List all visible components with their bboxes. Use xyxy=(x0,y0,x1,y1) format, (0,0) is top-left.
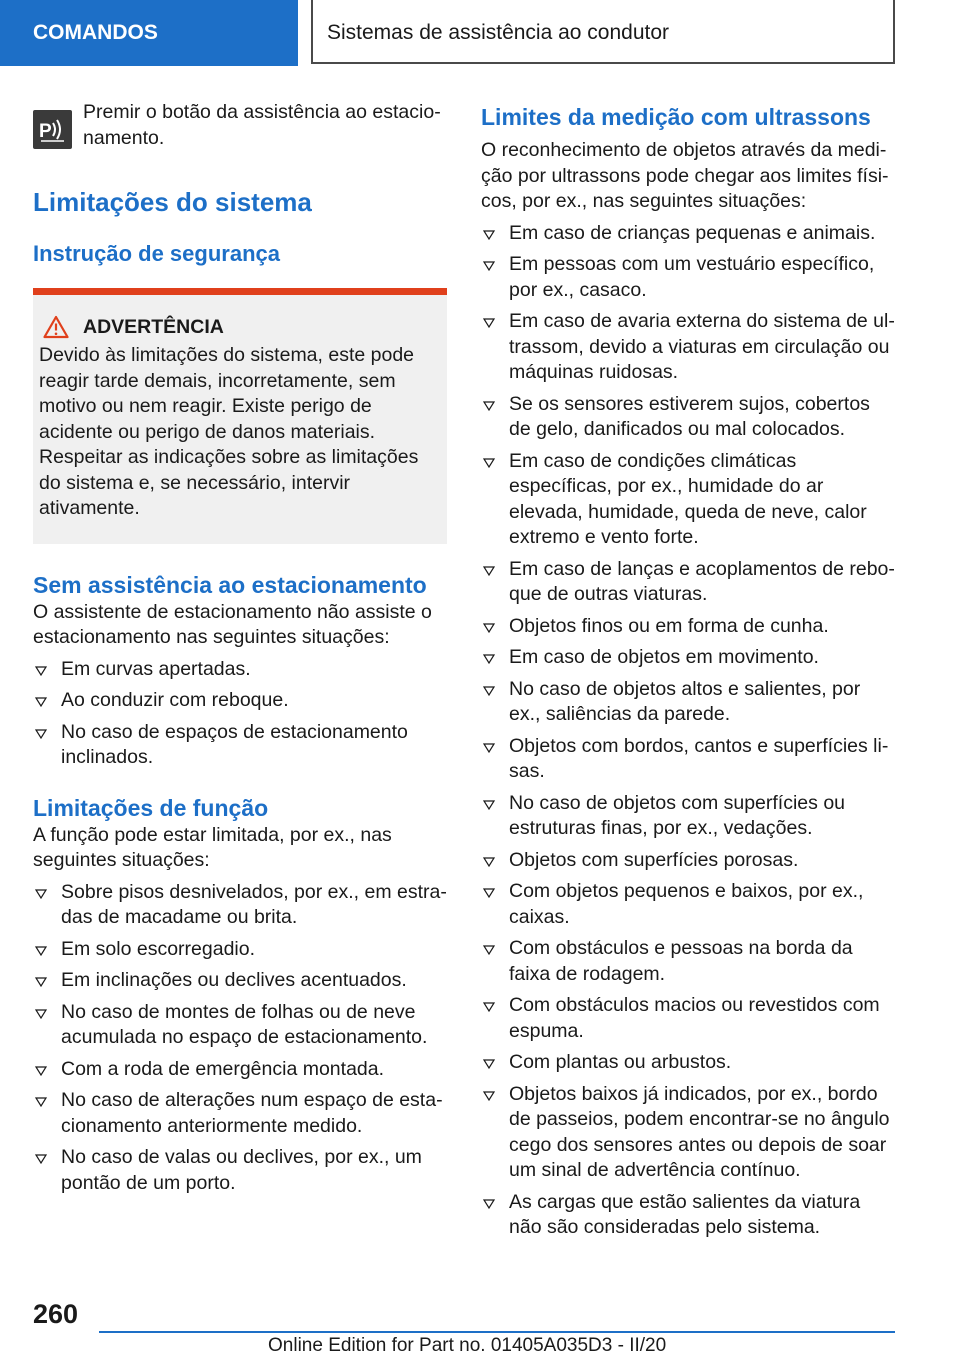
list-item: Em inclinações ou declives acentuados. xyxy=(33,968,447,994)
triangle-bullet-icon xyxy=(483,743,495,753)
list-item: Em pessoas com um vestuário específico, por ex., casaco. xyxy=(481,252,895,303)
park-assist-button-icon xyxy=(33,110,72,149)
list-item: Com objetos pequenos e baixos, por ex., caixas. xyxy=(481,879,895,930)
list-item: Em caso de condições climáticas específicas, por ex., humidade do ar elevada, humidade, queda de neve, calor extremo e vento forte. xyxy=(481,449,895,551)
list-item: Objetos com bordos, cantos e superfícies lisas. xyxy=(481,734,895,785)
function-limits-title: Limitações de função xyxy=(33,794,269,821)
triangle-bullet-icon xyxy=(483,566,495,576)
button-instruction xyxy=(33,100,447,151)
list-item: Com obstáculos e pessoas na borda da faixa de rodagem. xyxy=(481,936,895,987)
list-item: Com a roda de emergência montada. xyxy=(33,1057,447,1083)
triangle-bullet-icon xyxy=(35,977,47,987)
triangle-bullet-icon xyxy=(483,888,495,898)
list-item: Ao conduzir com reboque. xyxy=(33,688,447,714)
triangle-bullet-icon xyxy=(35,946,47,956)
list-item: As cargas que estão salientes da viatura não são consideradas pelo sistema. xyxy=(481,1190,895,1241)
list-item: Com obstáculos macios ou revestidos com espuma. xyxy=(481,993,895,1044)
list-item: No caso de alterações num espaço de estacionamento anteriormente medido. xyxy=(33,1088,447,1139)
list-item: No caso de valas ou declives, por ex., um pontão de um porto. xyxy=(33,1145,447,1196)
list-item: No caso de montes de folhas ou de neve acumulada no espaço de estacionamento. xyxy=(33,1000,447,1051)
list-item: Objetos finos ou em forma de cunha. xyxy=(481,614,895,640)
edition-text: Online Edition for Part no. 01405A035D3 - II/20 xyxy=(268,1335,667,1356)
triangle-bullet-icon xyxy=(35,1066,47,1076)
warning-box xyxy=(33,288,447,544)
triangle-bullet-icon xyxy=(483,1059,495,1069)
footer-divider xyxy=(99,1331,895,1333)
triangle-bullet-icon xyxy=(483,261,495,271)
triangle-bullet-icon xyxy=(483,1091,495,1101)
ultrasound-limits-list xyxy=(481,221,895,1241)
triangle-bullet-icon xyxy=(35,666,47,676)
triangle-bullet-icon xyxy=(483,945,495,955)
triangle-bullet-icon xyxy=(483,458,495,468)
triangle-bullet-icon xyxy=(483,623,495,633)
function-limits-list xyxy=(33,880,447,1197)
warning-heading xyxy=(43,313,439,341)
triangle-bullet-icon xyxy=(35,1097,47,1107)
function-limits-intro: A função pode estar limitada, por ex., nas seguintes situações: xyxy=(33,823,392,871)
page-number: 260 xyxy=(33,1299,79,1329)
no-assist-intro: O assistente de estacionamento não assiste o estacionamento nas seguintes situações: xyxy=(33,600,432,648)
triangle-bullet-icon xyxy=(483,1002,495,1012)
warning-title: ADVERTÊNCIA xyxy=(83,316,224,338)
ultrasound-limits-intro: O reconhecimento de objetos através da medição por ultrassons pode chegar aos limites físicos, por ex., nas seguintes situações: xyxy=(481,139,889,212)
list-item: Sobre pisos desnivelados, por ex., em estradas de macadame ou brita. xyxy=(33,880,447,931)
page-header xyxy=(0,0,960,66)
no-assist-title: Sem assistência ao estacionamento xyxy=(33,571,427,598)
svg-text:P: P xyxy=(39,121,52,142)
triangle-bullet-icon xyxy=(35,889,47,899)
safety-title: Instrução de segurança xyxy=(33,241,280,266)
list-item: Em caso de crianças pequenas e animais. xyxy=(481,221,895,247)
triangle-bullet-icon xyxy=(483,401,495,411)
triangle-bullet-icon xyxy=(483,1199,495,1209)
list-item: Se os sensores estiverem sujos, cobertos de gelo, danificados ou mal colocados. xyxy=(481,392,895,443)
list-item: No caso de espaços de estacionamento inclinados. xyxy=(33,720,447,771)
triangle-bullet-icon xyxy=(35,1154,47,1164)
right-column xyxy=(481,100,895,1241)
left-column xyxy=(33,100,447,1196)
triangle-bullet-icon xyxy=(483,654,495,664)
list-item: Em caso de avaria externa do sistema de ultrassom, devido a viaturas em circulação ou máquinas ruidosas. xyxy=(481,309,895,386)
triangle-bullet-icon xyxy=(483,857,495,867)
list-item: Objetos baixos já indicados, por ex., bordo de passeios, podem encontrar-se no ângulo cego dos sensores antes ou depois de soar um sinal de advertência contínuo. xyxy=(481,1082,895,1184)
button-instruction-text: Premir o botão da assistência ao estacionamento. xyxy=(83,101,441,149)
no-assist-list xyxy=(33,657,447,771)
warning-text: Devido às limitações do sistema, este pode reagir tarde demais, incorretamente, sem motivo ou nem reagir. Existe perigo de acidente ou perigo de danos materiais. Respeitar as indicações sobre as limitações do sistema e, se necessário, intervir ativamente. xyxy=(39,344,419,519)
warning-triangle-icon xyxy=(43,315,69,339)
triangle-bullet-icon xyxy=(483,686,495,696)
list-item: No caso de objetos altos e salientes, por ex., saliências da parede. xyxy=(481,677,895,728)
list-item: Em curvas apertadas. xyxy=(33,657,447,683)
chapter-title: Sistemas de assistência ao condutor xyxy=(311,0,895,64)
triangle-bullet-icon xyxy=(35,729,47,739)
section-title: Limitações do sistema xyxy=(33,187,312,217)
triangle-bullet-icon xyxy=(483,318,495,328)
list-item: Com plantas ou arbustos. xyxy=(481,1050,895,1076)
triangle-bullet-icon xyxy=(483,230,495,240)
ultrasound-limits-title: Limites da medição com ultrassons xyxy=(481,104,871,130)
section-tab: COMANDOS xyxy=(0,0,298,66)
triangle-bullet-icon xyxy=(35,697,47,707)
list-item: Em solo escorregadio. xyxy=(33,937,447,963)
list-item: Em caso de lanças e acoplamentos de reboque de outras viaturas. xyxy=(481,557,895,608)
triangle-bullet-icon xyxy=(483,800,495,810)
list-item: Objetos com superfícies porosas. xyxy=(481,848,895,874)
list-item: Em caso de objetos em movimento. xyxy=(481,645,895,671)
list-item: No caso de objetos com superfícies ou estruturas finas, por ex., vedações. xyxy=(481,791,895,842)
triangle-bullet-icon xyxy=(35,1009,47,1019)
